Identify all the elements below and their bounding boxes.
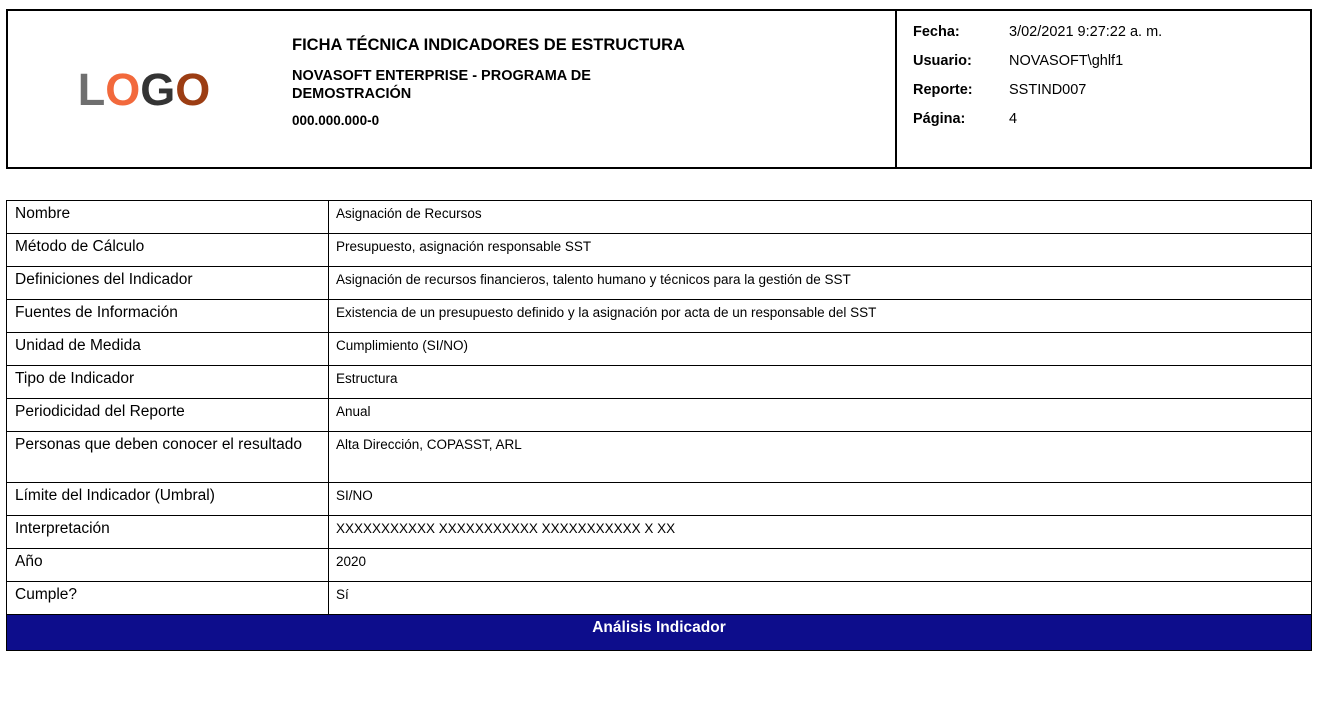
table-row (7, 549, 1312, 582)
logo-cell (8, 11, 280, 167)
meta-label-pagina: Página: (913, 110, 966, 127)
meta-value-usuario: NOVASOFT\ghlf1 (1009, 52, 1124, 69)
company-name: NOVASOFT ENTERPRISE - PROGRAMA DE DEMOSTRACIÓN (292, 67, 591, 103)
row-value: Presupuesto, asignación responsable SST (329, 234, 1312, 267)
meta-row-reporte (913, 83, 1310, 99)
row-value: Cumplimiento (SI/NO) (329, 333, 1312, 366)
meta-row-usuario (913, 54, 1310, 70)
row-label: Personas que deben conocer el resultado (7, 432, 329, 483)
table-row (7, 432, 1312, 483)
row-value: Asignación de Recursos (329, 201, 1312, 234)
row-label: Tipo de Indicador (7, 366, 329, 399)
table-row (7, 366, 1312, 399)
row-label: Interpretación (7, 516, 329, 549)
row-label: Periodicidad del Reporte (7, 399, 329, 432)
row-label: Año (7, 549, 329, 582)
row-label: Fuentes de Información (7, 300, 329, 333)
meta-row-pagina (913, 112, 1310, 128)
report-header (6, 9, 1312, 169)
table-row (7, 399, 1312, 432)
row-value: 2020 (329, 549, 1312, 582)
row-label: Método de Cálculo (7, 234, 329, 267)
meta-row-fecha (913, 25, 1310, 41)
meta-value-fecha: 3/02/2021 9:27:22 a. m. (1009, 24, 1163, 40)
row-value: Anual (329, 399, 1312, 432)
logo-letter-l1: L (77, 63, 106, 115)
logo-letter-o1: O (105, 63, 141, 115)
row-label: Cumple? (7, 582, 329, 615)
row-label: Nombre (7, 201, 329, 234)
row-label: Límite del Indicador (Umbral) (7, 483, 329, 516)
row-value: Existencia de un presupuesto definido y la asignación por acta de un responsable del SST (329, 300, 1312, 333)
table-row (7, 234, 1312, 267)
meta-label-reporte: Reporte: (913, 81, 973, 98)
company-logo (77, 63, 211, 115)
row-value: Estructura (329, 366, 1312, 399)
row-value: Alta Dirección, COPASST, ARL (329, 432, 1312, 483)
table-row (7, 300, 1312, 333)
company-tax-id: 000.000.000-0 (292, 113, 380, 129)
table-row (7, 483, 1312, 516)
row-label: Unidad de Medida (7, 333, 329, 366)
meta-value-pagina: 4 (1009, 110, 1018, 127)
row-value: SI/NO (329, 483, 1312, 516)
indicator-detail-table (6, 200, 1312, 651)
meta-value-reporte: SSTIND007 (1009, 81, 1087, 98)
header-title-cell (280, 11, 895, 167)
analysis-section-header (7, 615, 1312, 651)
table-row (7, 516, 1312, 549)
logo-letter-g: G (140, 63, 176, 115)
logo-letter-o2: O (175, 63, 211, 115)
report-title: FICHA TÉCNICA INDICADORES DE ESTRUCTURA (292, 36, 685, 54)
table-row (7, 582, 1312, 615)
row-label: Definiciones del Indicador (7, 267, 329, 300)
analysis-section-title: Análisis Indicador (7, 615, 1312, 651)
header-meta-cell (895, 11, 1310, 167)
table-row (7, 333, 1312, 366)
meta-label-usuario: Usuario: (913, 52, 972, 69)
row-value: Asignación de recursos financieros, talento humano y técnicos para la gestión de SST (329, 267, 1312, 300)
table-row (7, 267, 1312, 300)
row-value: Sí (329, 582, 1312, 615)
table-row (7, 201, 1312, 234)
row-value: XXXXXXXXXXX XXXXXXXXXXX XXXXXXXXXXX X XX (329, 516, 1312, 549)
meta-label-fecha: Fecha: (913, 24, 960, 40)
